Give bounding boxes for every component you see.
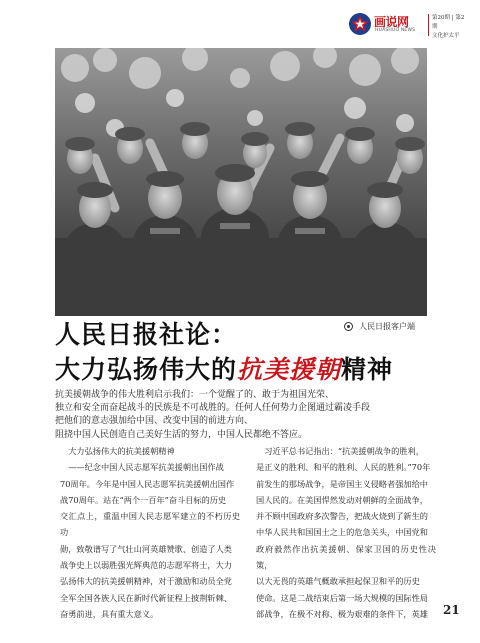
body-line: 习近平总书记指出：“抗美援朝战争的胜利， bbox=[264, 446, 424, 456]
lede-line: 把他们的意志强加给中国、改变中国的前进方向、 bbox=[55, 416, 254, 427]
lede-line: 阻挠中国人民创造自己美好生活的努力，中国人民都绝不答应。 bbox=[55, 429, 308, 440]
credit-bullet-icon bbox=[344, 322, 353, 331]
body-line: 政府毅然作出抗美援朝、保家卫国的历史性决策， bbox=[256, 543, 436, 571]
crowd-photo bbox=[55, 48, 427, 316]
body-line: 战争史上以弱胜强光辉典范的志愿军将士，大力 bbox=[60, 560, 232, 571]
body-line: 部战争，在极不对称、极为艰难的条件下，英雄 bbox=[256, 608, 428, 619]
headline-highlight: 抗美援朝 bbox=[237, 355, 342, 384]
body-line: ——纪念中国人民志愿军抗美援朝出国作战 bbox=[68, 462, 224, 473]
body-line: 并不顾中国政府多次警告，把战火烧到了新生的 bbox=[256, 511, 428, 522]
issue-line: 第20期 | 第2期 bbox=[432, 15, 465, 30]
headline-line-1: 人民日报社论： bbox=[55, 320, 238, 349]
lede-line: 抗美援朝战争的伟大胜利启示我们：一个觉醒了的、敢于为祖国光荣、 bbox=[55, 390, 335, 400]
lede-paragraph bbox=[55, 389, 435, 442]
body-line: 奋勇前进，具有重大意义。 bbox=[60, 608, 159, 619]
body-line: 交汇点上，重温中国人民志愿军建立的不朽历史功 bbox=[60, 511, 240, 538]
star-emblem-icon bbox=[348, 12, 372, 36]
body-line: 是正义的胜利、和平的胜利、人民的胜利。”70年 bbox=[256, 462, 431, 473]
body-line: 勋，致敬谱写了气壮山河英雄赞歌、创造了人类 bbox=[60, 543, 232, 554]
body-line: 70周年。今年是中国人民志愿军抗美援朝出国作 bbox=[60, 478, 235, 489]
body-column-left bbox=[60, 443, 240, 622]
headline-line-2 bbox=[55, 350, 393, 386]
issue-line: 文化护太平 bbox=[432, 33, 460, 39]
crowd-photo-image bbox=[55, 48, 427, 316]
body-line: 国人民的。在美国悍然发动对朝鲜的全面战争， bbox=[256, 494, 428, 505]
page-number: 21 bbox=[443, 603, 460, 617]
brand-name: 画说网 bbox=[374, 15, 409, 29]
body-line: 弘扬伟大的抗美援朝精神，对于激励和动员全党 bbox=[60, 576, 232, 587]
headline-pre: 大力弘扬伟大的 bbox=[55, 355, 238, 384]
photo-credit bbox=[344, 321, 415, 332]
headline-post: 精神 bbox=[341, 355, 394, 384]
body-line: 前发生的那场战争，是帝国主义侵略者强加给中 bbox=[256, 478, 428, 489]
logo-divider bbox=[428, 14, 429, 36]
brand-subtitle: HUASHUO NEWS bbox=[375, 28, 416, 33]
body-line: 中华人民共和国国土之上的危急关头，中国党和 bbox=[256, 527, 428, 538]
body-column-right bbox=[256, 443, 436, 622]
publication-logo bbox=[348, 10, 468, 40]
body-line: 使命。这是二战结束后第一场大规模的国际性局 bbox=[256, 592, 428, 603]
lede-line: 独立和安全而奋起战斗的民族是不可战胜的。任何人任何势力企图通过霸凌手段 bbox=[55, 403, 371, 414]
issue-info bbox=[432, 14, 468, 41]
body-line: 大力弘扬伟大的抗美援朝精神 bbox=[68, 446, 175, 456]
body-line: 以大无畏的英雄气概敢承担起保卫和平的历史 bbox=[256, 576, 420, 587]
body-line: 全军全国各族人民在新时代新征程上披荆斩棘、 bbox=[60, 592, 232, 603]
credit-text: 人民日报客户端 bbox=[359, 322, 415, 331]
body-line: 战70周年。站在“两个一百年”奋斗目标的历史 bbox=[60, 494, 227, 505]
